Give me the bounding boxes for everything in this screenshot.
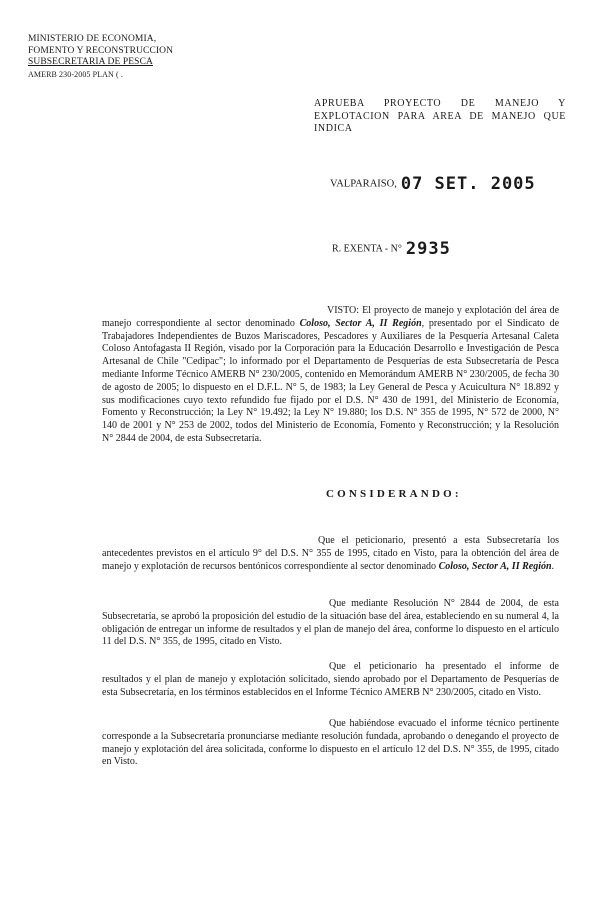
resolution-subject: APRUEBA PROYECTO DE MANEJO Y EXPLOTACION PARA AREA DE MANEJO QUE INDICA [314,98,566,134]
considerando-1-text: antecedentes previstos en el artículo 9° del D.S. N° 355 de 1995, citado en Visto, para la obtención del área de manejo y explotación de recursos bentónicos correspondiente al sector denominado [102,547,559,572]
considerando-4-lead: Que habiéndose evacuado el informe técnico [329,718,516,729]
considerando-paragraph-2 [102,598,559,649]
considerando-2-lead: Que mediante Resolución N° 2844 de 2004, de esta [329,598,559,609]
considerando-1-sector-name: Coloso, Sector A, II Región [438,560,552,572]
considerando-3-lead: Que el peticionario ha presentado el informe de [329,661,559,672]
letterhead-reference-mark: . [120,69,123,79]
considerando-heading: CONSIDERANDO: [326,488,462,500]
resolution-number [332,239,451,259]
visto-lead: VISTO: El proyecto de manejo y explotación del [327,305,527,316]
place-label: VALPARAISO, [330,178,397,190]
visto-sector-name: Coloso, Sector A, II Región [299,317,422,329]
considerando-paragraph-3 [102,661,559,699]
letterhead-subsecretaria: SUBSECRETARIA DE PESCA [28,57,153,67]
considerando-1-lead: Que el peticionario, presentó a esta Subsecretaría los [318,535,559,546]
place-and-date [330,174,536,194]
considerando-4-text: pertinente corresponde a la Subsecretaría pronunciarse mediante resolución fundada, aprobando o denegando el proyecto de manejo y explotación del área solicitada, conforme lo dispuesto en el artículo 12 del D.S. N° 355, de 1995, citado en Visto. [102,718,559,768]
visto-text: área de manejo correspondiente al sector denominado [102,305,560,329]
visto-paragraph [102,305,559,446]
date-stamp: 07 SET. 2005 [400,174,536,194]
letterhead-reference [28,69,228,81]
letterhead-ministry: MINISTERIO DE ECONOMIA, [28,34,157,44]
considerando-2-text: Subsecretaría, se aprobó la proposición del estudio de la situación base del área, estableciendo en su numeral 4, la obligación de entregar un informe de resultados y el plan de manejo del área, conforme lo dispuesto en el artículo 11 del D.S. N° 355, de 1995, citado en Visto. [102,610,559,648]
letterhead-reference-code: AMERB 230-2005 PLAN ( [28,69,119,79]
visto-text-cont: , presentado por el Sindicato de Trabajadores Independientes de Buzos Mariscadores, Pescadores y Auxiliares de la Pesquería Artesanal Caleta Coloso Antofagasta II Región, visado por la Corporación para la Educación Desarrollo e Investigación de Pesca Artesanal de Chile "Cedipac"; lo informado por el Departamento de Pesquerías de esta Subsecretaría de Pesca mediante Informe Técnico AMERB N° 230/2005, contenido en Memorándum AMERB N° 230/2005, de fecha 30 de agosto de 2005; lo dispuesto en el D.F.L. N° 5, de 1983; la Ley General de Pesca y Acuicultura N° 18.892 y sus modificaciones cuyo texto refundido fue fijado por el D.S. N° 430 de 1991, del Ministerio de Economía, Fomento y Reconstrucción; la Ley N° 19.492; la Ley N° 19.880; los D.S. N° 355 de 1995, N° 572 de 2000, N° 140 de 2001 y N° 253 de 2002, todos del Ministerio de Economía, Fomento y Reconstrucción; y la Resolución N° 2844 de 2004, de esta Subsecretaría. [102,317,560,444]
resolution-label: R. EXENTA - N° [332,243,402,255]
considerando-1-end: . [551,560,555,572]
resolution-number-stamp: 2935 [405,239,451,259]
letterhead-ministry-cont: FOMENTO Y RECONSTRUCCION [28,45,174,56]
letterhead [28,34,228,80]
considerando-3-text: resultados y el plan de manejo y explotación solicitado, siendo aprobado por el Departamento de Pesquerías de esta Subsecretaría, en los términos establecidos en el Informe Técnico AMERB N° 230/2005, citado en Visto. [102,673,559,698]
considerando-paragraph-1 [102,535,559,573]
considerando-paragraph-4 [102,718,559,769]
